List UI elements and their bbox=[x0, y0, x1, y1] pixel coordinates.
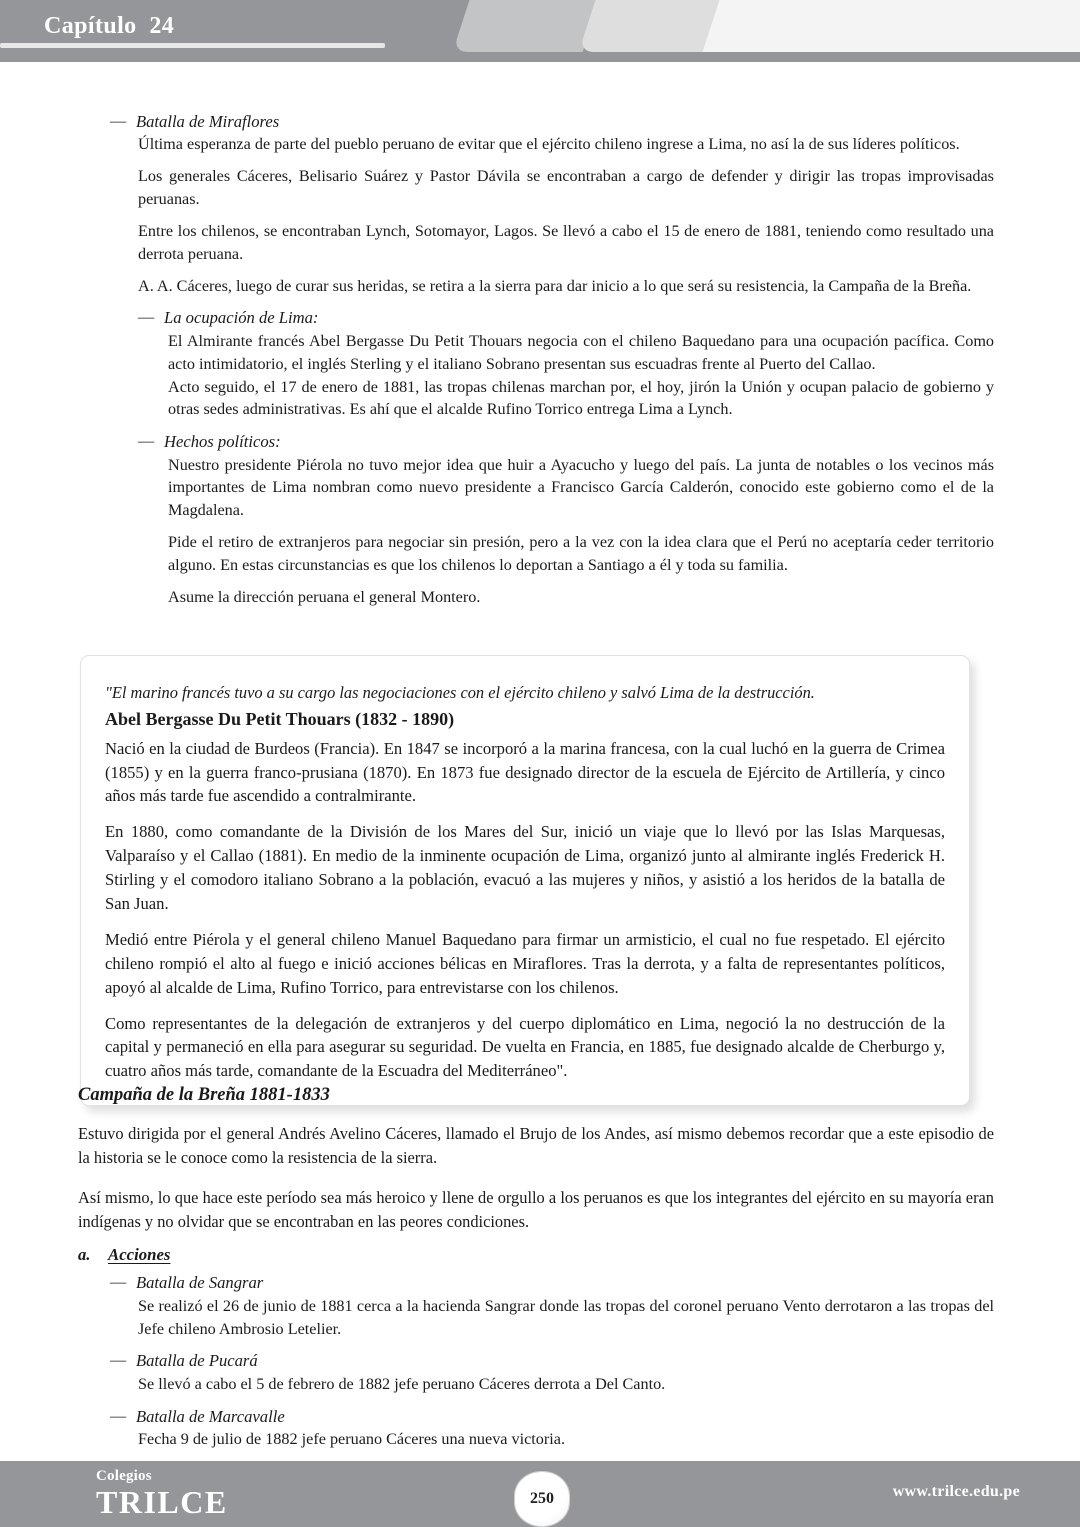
header-band-1 bbox=[453, 0, 602, 52]
trilce-logo bbox=[96, 1469, 228, 1518]
section-title: Campaña de la Breña 1881-1833 bbox=[78, 1085, 330, 1105]
header-rule bbox=[0, 43, 385, 48]
page-header bbox=[0, 0, 1080, 62]
section-paragraph-2: Así mismo, lo que hace este período sea más heroico y llene de orgullo a los peruanos es que los integrantes del ejército en su mayoría eran indígenas y no olvidar que se encontraban en las peores condiciones. bbox=[78, 1188, 994, 1231]
dash-icon: — bbox=[110, 1273, 127, 1292]
paragraph-batalla-sangrar: Se realizó el 26 de junio de 1881 cerca a la hacienda Sangrar donde las tropas del coronel peruano Vento derrotaron a las tropas del Jefe chileno Ambrosio Letelier. bbox=[138, 1296, 994, 1338]
biography-infobox bbox=[80, 655, 970, 1106]
infobox-paragraph-1: Nació en la ciudad de Burdeos (Francia). En 1847 se incorporó a la marina francesa, con la cual luchó en la guerra de Crimea (1855) y en la guerra franco-prusiana (1870). En 1873 fue designado director de la escuela de Ejército de Artillería, y cinco años más tarde fue ascendido a contralmirante. bbox=[105, 738, 945, 806]
dash-icon: — bbox=[110, 112, 127, 130]
dash-heading-label: Batalla de Marcavalle bbox=[136, 1406, 285, 1426]
paragraph-batalla-pucara: Se llevó a cabo el 5 de febrero de 1882 jefe peruano Cáceres derrota a Del Canto. bbox=[138, 1374, 666, 1393]
logo-trilce-text: TRILCE bbox=[96, 1484, 228, 1520]
dash-heading-ocupacion-lima bbox=[138, 306, 994, 329]
paragraph-generales-caceres: Los generales Cáceres, Belisario Suárez y Pastor Dávila se encontraban a cargo de defender y dirigir las tropas improvisadas peruanas. bbox=[138, 167, 994, 209]
infobox-quote-lead: "El marino francés tuvo a su cargo las negociaciones con el ejército chileno y salvó Lima de la destrucción. bbox=[105, 683, 815, 702]
logo-colegios-text: Colegios bbox=[96, 1468, 152, 1484]
website-url: www.trilce.edu.pe bbox=[892, 1483, 1020, 1500]
dash-icon: — bbox=[138, 432, 155, 451]
dash-heading-batalla-sangrar bbox=[110, 1271, 994, 1294]
ordered-item-label: Acciones bbox=[108, 1245, 171, 1265]
dash-heading-label: Batalla de Miraflores bbox=[136, 112, 280, 131]
paragraph-batalla-marcavalle: Fecha 9 de julio de 1882 jefe peruano Cáceres una nueva victoria. bbox=[138, 1429, 566, 1448]
main-content bbox=[0, 62, 1080, 618]
infobox-paragraph-2: En 1880, como comandante de la División de los Mares del Sur, inició un viaje que lo llevó por las Islas Marquesas, Valparaíso y el Callao (1881). En medio de la inminente ocupación de Lima, organizó junto al almirante inglés Frederick H. Stirling y el comodoro italiano Sobrano a la población, evacuó a las mujeres y niños, y asistió a los heridos de la batalla de San Juan. bbox=[105, 822, 945, 913]
dash-heading-label: Batalla de Pucará bbox=[136, 1351, 258, 1371]
page-number-text: 250 bbox=[530, 1490, 554, 1507]
header-band-3 bbox=[703, 0, 1080, 52]
infobox-paragraph-4: Como representantes de la delegación de extranjeros y del cuerpo diplomático en Lima, negoció la no destrucción de la capital y permaneció en ella para asegurar su seguridad. De vuelta en Francia, en 1885, fue designado alcalde de Cherburgo y, cuatro años más tarde, comandante de la Escuadra del Mediterráneo". bbox=[105, 1013, 945, 1081]
campana-brena-section bbox=[0, 1085, 1080, 1460]
paragraph-acto-seguido: Acto seguido, el 17 de enero de 1881, las tropas chilenas marchan por, el hoy, jirón la Unión y ocupan palacio de gobierno y otras sedes administrativas. Es ahí que el alcalde Rufino Torrico entrega Lima a Lynch. bbox=[168, 377, 994, 419]
dash-heading-batalla-pucara bbox=[110, 1349, 994, 1372]
paragraph-pierola: Nuestro presidente Piérola no tuvo mejor idea que huir a Ayacucho y luego del país. La junta de notables o los vecinos más importantes de Lima nombran como nuevo presidente a Francisco García Calderón, conocido este gobierno como el de la Magdalena. bbox=[168, 455, 994, 520]
paragraph-ultima-esperanza: Última esperanza de parte del pueblo peruano de evitar que el ejército chileno ingrese a Lima, no así la de sus líderes políticos. bbox=[138, 135, 960, 154]
dash-heading-batalla-marcavalle bbox=[110, 1405, 994, 1428]
paragraph-almirante-frances: El Almirante francés Abel Bergasse Du Petit Thouars negocia con el chileno Baquedano para una ocupación pacífica. Como acto intimidatorio, el inglés Sterling y el italiano Sobrano presentan sus escuadras frente al Puerto del Callao. bbox=[168, 331, 994, 373]
infobox-paragraph-3: Medió entre Piérola y el general chileno Manuel Baquedano para firmar un armisticio, el cual no fue respetado. El ejército chileno rompió el alto al fuego e inició acciones bélicas en Miraflores. Tras la derrota, y a falta de representantes políticos, apoyó al alcalde de Lima, Rufino Torrico, para entrevistarse con los chilenos. bbox=[105, 929, 945, 997]
ordered-item-marker: a. bbox=[78, 1245, 91, 1265]
paragraph-retiro-extranjeros: Pide el retiro de extranjeros para negociar sin presión, pero a la vez con la idea clara que el Perú no aceptaría ceder territorio alguno. En estas circunstancias es que los chilenos lo deportan a Santiago a él y toda su familia. bbox=[168, 533, 994, 574]
dash-heading-batalla-miraflores bbox=[110, 110, 994, 133]
infobox-person-name: Abel Bergasse Du Petit Thouars (1832 - 1890) bbox=[105, 708, 455, 729]
ordered-item-acciones bbox=[78, 1245, 994, 1265]
dash-heading-label: La ocupación de Lima: bbox=[164, 308, 319, 328]
dash-heading-hechos-politicos bbox=[138, 430, 994, 453]
dash-icon: — bbox=[138, 308, 155, 327]
dash-icon: — bbox=[110, 1406, 127, 1425]
paragraph-asume-direccion: Asume la dirección peruana el general Montero. bbox=[168, 587, 481, 606]
header-band-2 bbox=[579, 0, 726, 52]
dash-icon: — bbox=[110, 1351, 127, 1370]
paragraph-aa-caceres: A. A. Cáceres, luego de curar sus heridas, se retira a la sierra para dar inicio a lo que será su resistencia, la Campaña de la Breña. bbox=[138, 276, 972, 295]
dash-heading-label: Batalla de Sangrar bbox=[136, 1273, 264, 1293]
section-paragraph-1: Estuvo dirigida por el general Andrés Avelino Cáceres, llamado el Brujo de los Andes, así mismo debemos recordar que a este episodio de la historia se le conoce como la resistencia de la sierra. bbox=[78, 1124, 994, 1168]
page-number-badge bbox=[515, 1472, 569, 1526]
paragraph-entre-chilenos: Entre los chilenos, se encontraban Lynch, Sotomayor, Lagos. Se llevó a cabo el 15 de enero de 1881, teniendo como resultado una derrota peruana. bbox=[138, 221, 994, 263]
chapter-title: Capítulo 24 bbox=[44, 13, 175, 39]
dash-heading-label: Hechos políticos: bbox=[164, 432, 281, 452]
